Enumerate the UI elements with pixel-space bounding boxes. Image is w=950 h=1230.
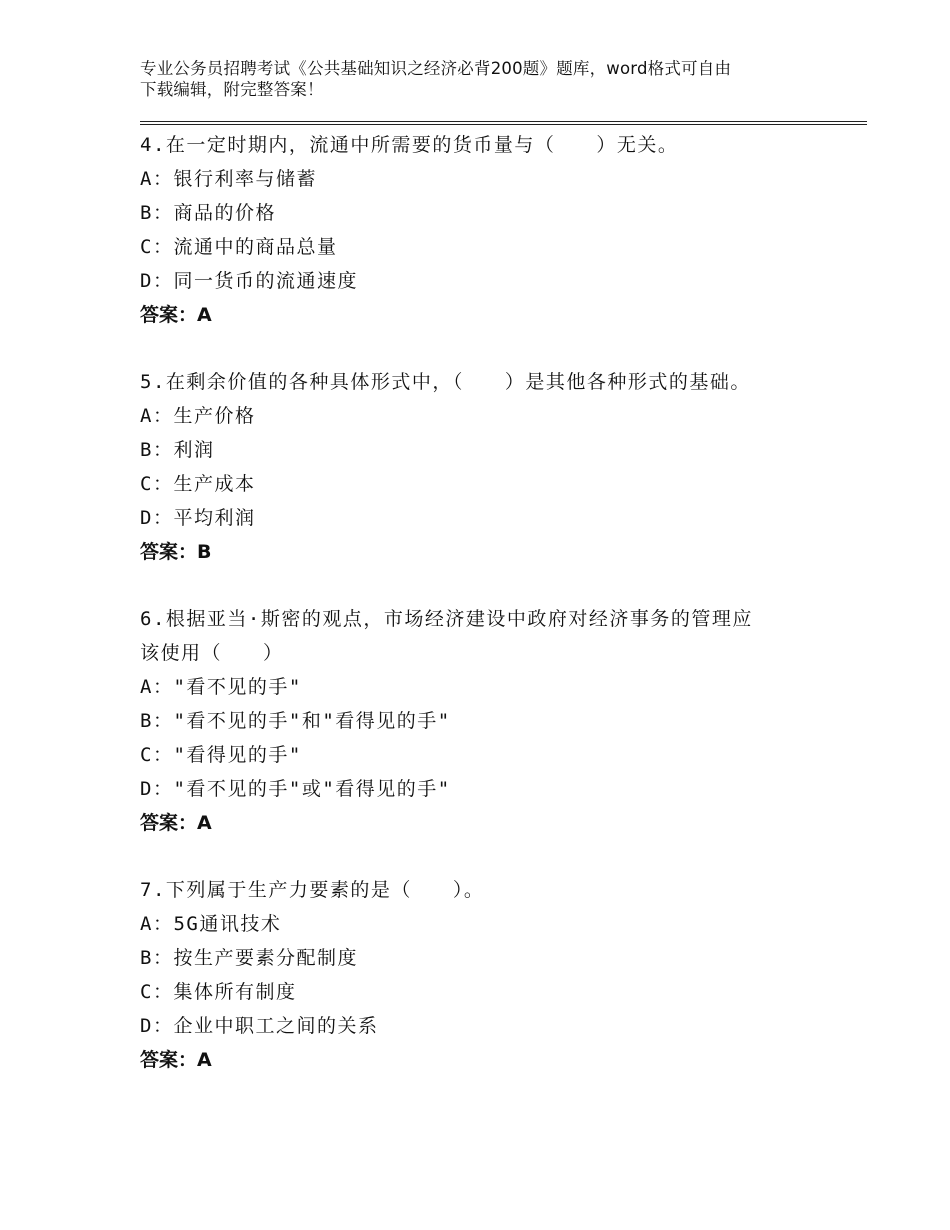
option-c: C："看得见的手" [140, 744, 302, 766]
option-b: B：商品的价格 [140, 202, 276, 224]
header-line-1: 专业公务员招聘考试《公共基础知识之经济必背200题》题库，word格式可自由 [140, 59, 732, 78]
question-stem: 7.下列属于生产力要素的是（ ）。 [140, 879, 485, 901]
option-d: D：同一货币的流通速度 [140, 270, 358, 292]
header-rule-thin [140, 121, 867, 122]
spacer [140, 332, 810, 365]
option-c: C：集体所有制度 [140, 981, 297, 1003]
answer-label: 答案：A [140, 1049, 212, 1071]
option-b: B：利润 [140, 439, 215, 461]
header-rule-thick [140, 124, 867, 125]
option-c: C：生产成本 [140, 473, 256, 495]
header-line-2: 下载编辑，附完整答案！ [140, 80, 324, 99]
option-d: D：平均利润 [140, 507, 256, 529]
question-stem: 4.在一定时期内，流通中所需要的货币量与（ ）无关。 [140, 134, 679, 156]
option-b: B：按生产要素分配制度 [140, 947, 358, 969]
answer-label: 答案：A [140, 304, 212, 326]
question-6 [140, 602, 810, 840]
spacer [140, 569, 810, 602]
question-list [140, 128, 810, 1077]
question-stem-continued: 该使用（ ） [140, 642, 284, 664]
question-7 [140, 873, 810, 1077]
question-stem: 6.根据亚当·斯密的观点，市场经济建设中政府对经济事务的管理应 [140, 608, 753, 630]
answer-label: 答案：A [140, 812, 212, 834]
option-a: A：银行利率与储蓄 [140, 168, 317, 190]
question-4 [140, 128, 810, 332]
option-a: A：生产价格 [140, 405, 256, 427]
question-5 [140, 365, 810, 569]
option-b: B："看不见的手"和"看得见的手" [140, 710, 451, 732]
option-a: A：5G通讯技术 [140, 913, 282, 935]
answer-label: 答案：B [140, 541, 212, 563]
question-stem: 5.在剩余价值的各种具体形式中，（ ）是其他各种形式的基础。 [140, 371, 751, 393]
option-a: A："看不见的手" [140, 676, 302, 698]
spacer [140, 840, 810, 873]
option-d: D：企业中职工之间的关系 [140, 1015, 379, 1037]
document-header [140, 58, 810, 100]
option-d: D："看不见的手"或"看得见的手" [140, 778, 451, 800]
option-c: C：流通中的商品总量 [140, 236, 338, 258]
